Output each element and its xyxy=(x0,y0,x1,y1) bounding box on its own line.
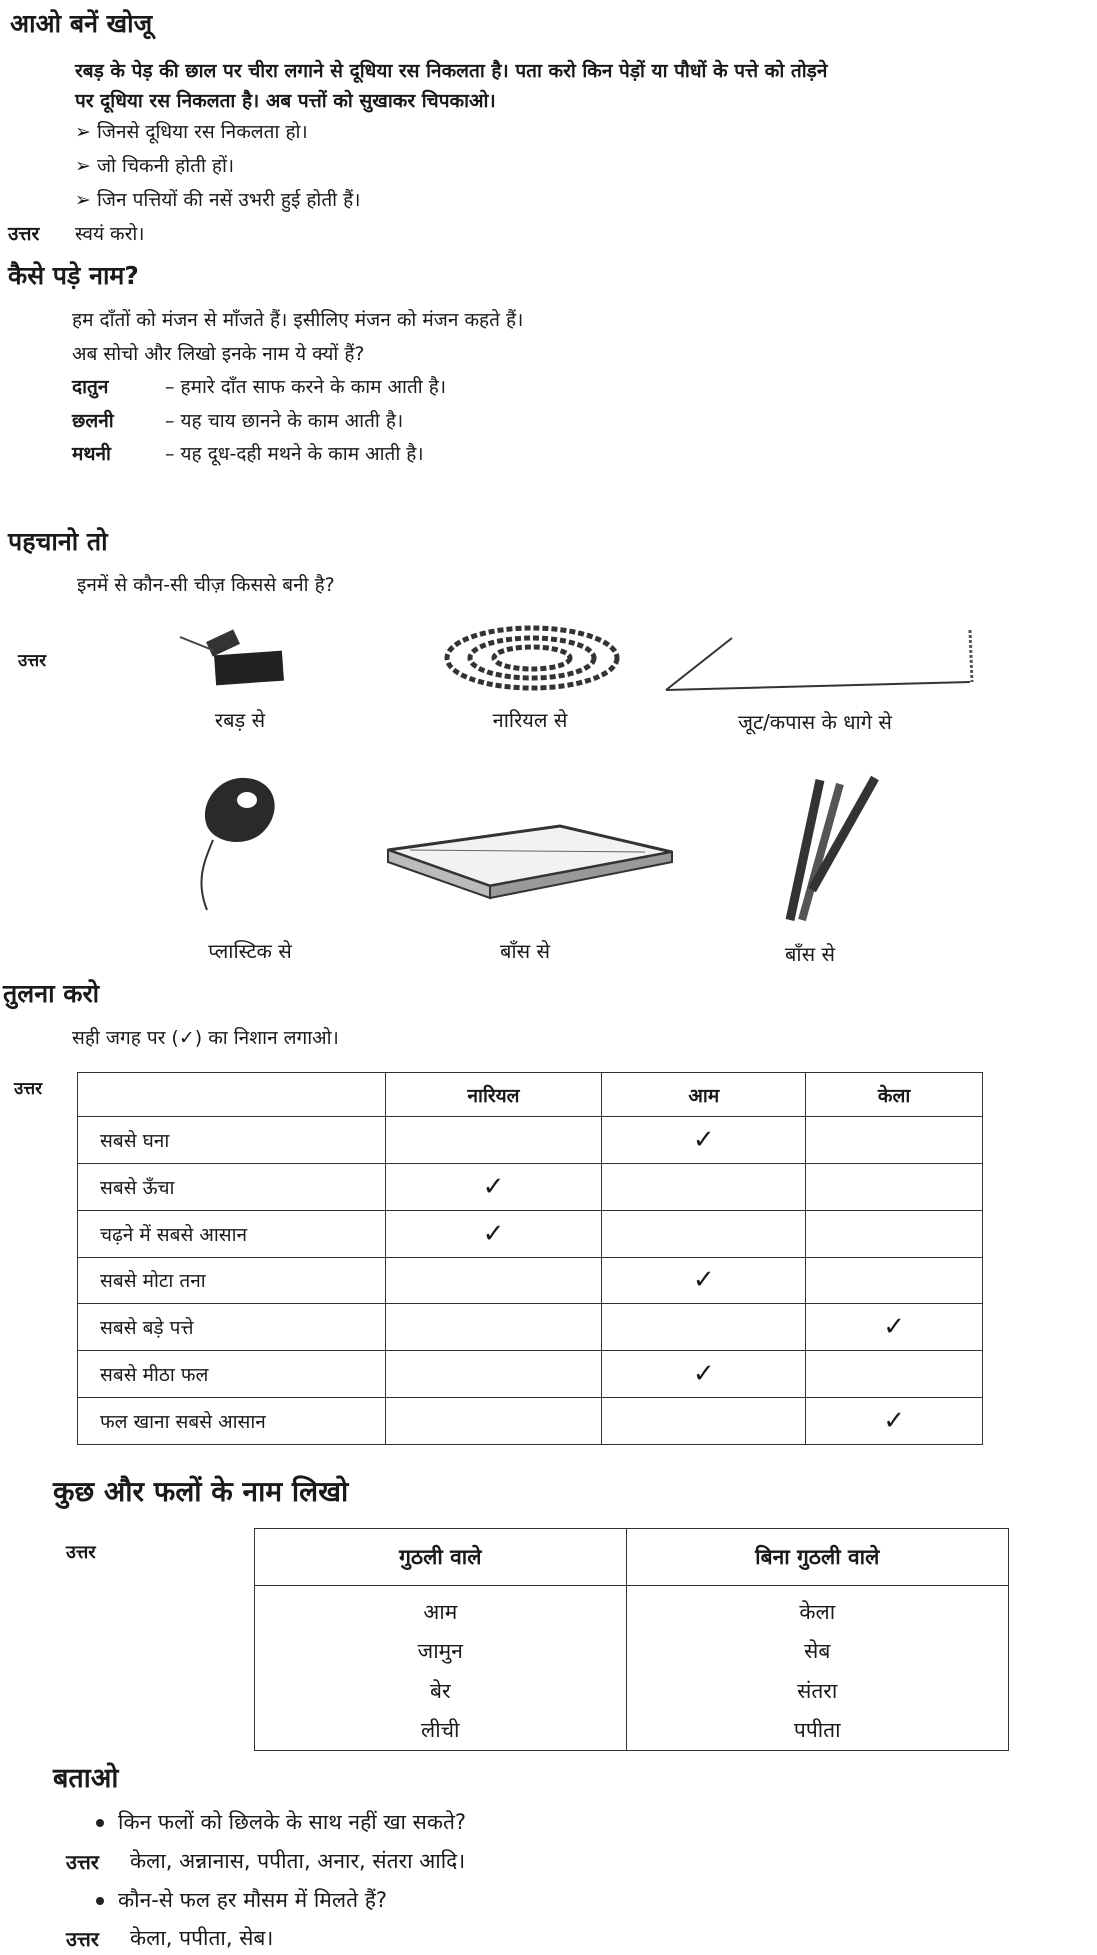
fruit-without-seed: संतरा xyxy=(626,1671,1009,1710)
fruit-without-seed: पपीता xyxy=(626,1711,1009,1751)
caption: बाँस से xyxy=(500,939,550,963)
section-title-batao: बताओ xyxy=(53,1763,119,1794)
batao-answer-2: केला, पपीता, सेब। xyxy=(130,1926,274,1950)
naam-term: दातुन xyxy=(72,376,109,398)
naam-term: छलनी xyxy=(72,410,114,432)
bullet-icon xyxy=(96,1819,104,1827)
check-mark: ✓ xyxy=(806,1304,983,1351)
check-mark: ✓ xyxy=(385,1210,602,1257)
table-cell xyxy=(602,1304,806,1351)
check-mark: ✓ xyxy=(806,1398,983,1445)
khoju-paragraph-line-1: रबड़ के पेड़ की छाल पर चीरा लगाने से दूधिया रस निकलता है। पता करो किन पेड़ों या पौधों के पत्ते को तोड़ने xyxy=(75,60,828,82)
section-title-naam: कैसे पड़े नाम? xyxy=(8,261,139,290)
batao-question-2 xyxy=(96,1886,387,1914)
table-row xyxy=(255,1586,1009,1632)
fruit-without-seed: केला xyxy=(626,1586,1009,1632)
row-label: फल खाना सबसे आसान xyxy=(78,1398,386,1445)
table-header: आम xyxy=(602,1073,806,1117)
table-row xyxy=(78,1210,983,1257)
table-row xyxy=(78,1351,983,1398)
table-row xyxy=(255,1632,1009,1671)
check-mark: ✓ xyxy=(385,1163,602,1210)
table-header-row xyxy=(78,1073,983,1117)
table-header xyxy=(78,1073,386,1117)
table-header: केला xyxy=(806,1073,983,1117)
row-label: सबसे ऊँचा xyxy=(78,1163,386,1210)
batao-question-1 xyxy=(96,1808,466,1836)
naam-desc: – यह दूध-दही मथने के काम आती है। xyxy=(165,443,424,465)
jute-thread-illustration xyxy=(660,620,990,700)
answer-label: उत्तर xyxy=(66,1542,96,1563)
naam-desc: – हमारे दाँत साफ करने के काम आती है। xyxy=(165,376,447,398)
table-cell xyxy=(806,1117,983,1164)
table-row xyxy=(255,1711,1009,1751)
table-row xyxy=(78,1398,983,1445)
row-label: सबसे मीठा फल xyxy=(78,1351,386,1398)
table-row xyxy=(255,1671,1009,1710)
answer-label: उत्तर xyxy=(66,1850,99,1874)
bullet-icon xyxy=(96,1897,104,1905)
table-cell xyxy=(385,1117,602,1164)
section-title-pehchano: पहचानो तो xyxy=(8,527,108,556)
fruit-with-seed: जामुन xyxy=(255,1632,627,1671)
khoju-list-item: ➢ जिन पत्तियों की नसें उभरी हुई होती हैं। xyxy=(75,189,361,211)
bamboo-tongs-illustration xyxy=(770,770,890,930)
comparison-table xyxy=(77,1072,983,1445)
section-title-khoju: आओ बनें खोजू xyxy=(10,9,153,38)
table-row xyxy=(78,1117,983,1164)
table-cell xyxy=(385,1398,602,1445)
fruits-table xyxy=(254,1528,1009,1751)
table-cell xyxy=(602,1163,806,1210)
caption: जूट/कपास के धागे से xyxy=(738,710,892,734)
table-header: बिना गुठली वाले xyxy=(626,1529,1009,1586)
batao-answer-1: केला, अन्नानास, पपीता, अनार, संतरा आदि। xyxy=(130,1849,466,1873)
naam-line-1: हम दाँतों को मंजन से माँजते हैं। इसीलिए मंजन को मंजन कहते हैं। xyxy=(72,309,524,331)
caption: नारियल से xyxy=(492,708,568,732)
question-text: कौन-से फल हर मौसम में मिलते हैं? xyxy=(118,1888,388,1912)
plastic-balloon-illustration xyxy=(185,770,295,920)
bamboo-tray-illustration xyxy=(380,810,680,900)
table-header: गुठली वाले xyxy=(255,1529,627,1586)
table-header-row xyxy=(255,1529,1009,1586)
fruit-with-seed: बेर xyxy=(255,1671,627,1710)
answer-label: उत्तर xyxy=(14,1079,43,1099)
answer-label: उत्तर xyxy=(18,651,47,671)
naam-term: मथनी xyxy=(72,443,111,465)
naam-desc: – यह चाय छानने के काम आती है। xyxy=(165,410,404,432)
check-mark: ✓ xyxy=(602,1351,806,1398)
table-cell xyxy=(806,1163,983,1210)
table-cell xyxy=(806,1210,983,1257)
answer-label: उत्तर xyxy=(66,1927,99,1951)
caption: रबड़ से xyxy=(214,708,266,732)
table-cell xyxy=(602,1398,806,1445)
section-title-tulna: तुलना करो xyxy=(3,979,100,1008)
pehchano-question: इनमें से कौन-सी चीज़ किससे बनी है? xyxy=(77,574,335,596)
fruit-without-seed: सेब xyxy=(626,1632,1009,1671)
check-mark: ✓ xyxy=(602,1117,806,1164)
fruit-with-seed: आम xyxy=(255,1586,627,1632)
row-label: सबसे बड़े पत्ते xyxy=(78,1304,386,1351)
caption: प्लास्टिक से xyxy=(208,939,292,963)
table-cell xyxy=(806,1257,983,1304)
naam-line-2: अब सोचो और लिखो इनके नाम ये क्यों हैं? xyxy=(72,343,365,365)
row-label: सबसे घना xyxy=(78,1117,386,1164)
question-text: किन फलों को छिलके के साथ नहीं खा सकते? xyxy=(118,1810,467,1834)
tulna-instruction: सही जगह पर (✓) का निशान लगाओ। xyxy=(72,1027,339,1049)
section-title-phal: कुछ और फलों के नाम लिखो xyxy=(53,1475,349,1508)
khoju-paragraph-line-2: पर दूधिया रस निकलता है। अब पत्तों को सुखाकर चिपकाओ। xyxy=(75,90,496,112)
table-cell xyxy=(385,1257,602,1304)
table-cell xyxy=(385,1351,602,1398)
khoju-list-item: ➢ जो चिकनी होती हों। xyxy=(75,155,235,177)
table-cell xyxy=(385,1304,602,1351)
row-label: सबसे मोटा तना xyxy=(78,1257,386,1304)
table-cell xyxy=(806,1351,983,1398)
row-label: चढ़ने में सबसे आसान xyxy=(78,1210,386,1257)
caption: बाँस से xyxy=(785,942,835,966)
table-cell xyxy=(602,1210,806,1257)
fruit-with-seed: लीची xyxy=(255,1711,627,1751)
table-row xyxy=(78,1163,983,1210)
rubber-eraser-illustration xyxy=(170,615,290,695)
table-row xyxy=(78,1304,983,1351)
khoju-list-item: ➢ जिनसे दूधिया रस निकलता हो। xyxy=(75,121,308,143)
table-row xyxy=(78,1257,983,1304)
answer-label: उत्तर xyxy=(8,223,40,245)
check-mark: ✓ xyxy=(602,1257,806,1304)
table-header: नारियल xyxy=(385,1073,602,1117)
coir-rope-illustration xyxy=(440,620,620,695)
khoju-answer: स्वयं करो। xyxy=(75,223,145,245)
